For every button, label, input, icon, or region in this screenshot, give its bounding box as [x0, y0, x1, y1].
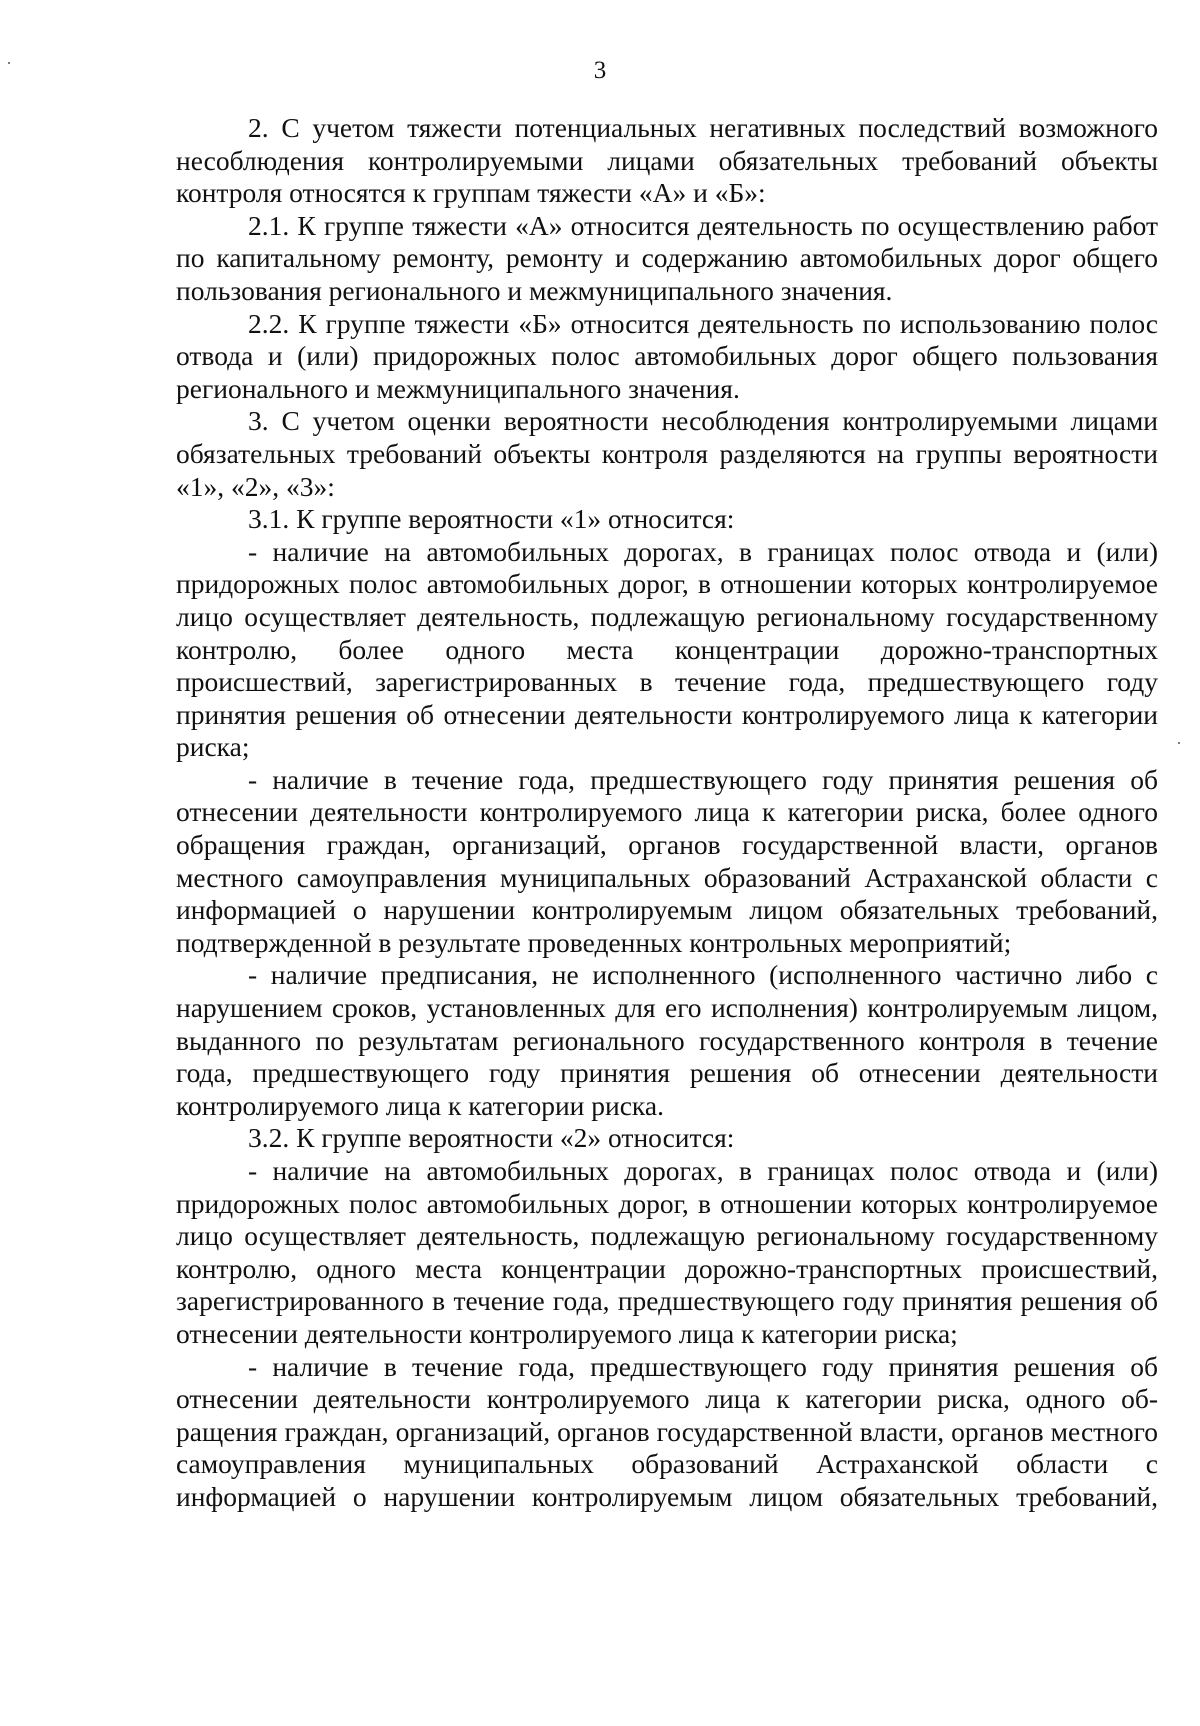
- document-body: [176, 112, 1158, 1514]
- scan-artifact-dot: [1178, 742, 1180, 744]
- list-item-accident-site-one: - наличие на автомобильных дорогах, в границах полос отвода и (или) придорожных полос автомобильных дорог, в отношении которых контролируемое лицо осуществляет деятельность, подлежащую региональному государственному контролю, одного места концентрации дорожно-транспортных происшествий, зарегистрированного в течение года, предшествующего году принятия решения об отнесении деятельности контролируемого лица к категории риска;: [176, 1155, 1158, 1349]
- list-item-unfulfilled-order: - наличие предписания, не исполненного (исполненного частично либо с нарушением сроков, установленных для его исполнения) контролируемым лицом, выданного по результатам регионального государственного контроля в течение года, предшествующего году принятия решения об отнесении деятельности контролируемого лица к категории риска.: [176, 959, 1158, 1121]
- list-item-complaint-one: - наличие в течение года, предшествующего году принятия решения об отнесении деятельности контролируемого лица к категории риска, одного обращения граждан, организаций, органов государственной власти, органов местного самоуправления муниципальных образований Астраханской области с информацией о нарушении контролируемым лицом обязательных требований,: [176, 1350, 1158, 1512]
- scan-artifact-dot: [8, 62, 10, 64]
- page-number: 3: [593, 57, 607, 84]
- paragraph-3-1-probability-1: 3.1. К группе вероятности «1» относится:: [248, 503, 735, 535]
- paragraph-2-2-severity-b: 2.2. К группе тяжести «Б» относится деятельность по использованию полос отвода и (или) придорожных полос автомобильных дорог общего пользования регионального и межмуниципального значения.: [176, 307, 1158, 404]
- list-item-accident-sites-many: - наличие на автомобильных дорогах, в границах полос отвода и (или) придорожных полос автомобильных дорог, в отношении которых контролируемое лицо осуществляет деятельность, подлежащую региональному государственному контролю, более одного места концентрации дорожно-транспортных происшествий, зарегистрированных в течение года, предшествующего году принятия решения об отнесении деятельности контролируемого лица к категории риска;: [176, 535, 1158, 763]
- paragraph-3-probability-groups: 3. С учетом оценки вероятности несоблюдения контролируемыми лицами обязательных требований объекты контроля разделяются на группы вероятности «1», «2», «3»:: [176, 405, 1158, 502]
- paragraph-3-2-probability-2: 3.2. К группе вероятности «2» относится:: [248, 1122, 735, 1154]
- paragraph-2-1-severity-a: 2.1. К группе тяжести «А» относится деятельность по осуществлению работ по капитальному ремонту, ремонту и содержанию автомобильных дорог общего пользования регионального и межмуниципального значения.: [176, 209, 1158, 306]
- paragraph-2-severity-groups: 2. С учетом тяжести потенциальных негативных последствий возможного несоблюдения контролируемыми лицами обязательных требований объекты контроля относятся к группам тяжести «А» и «Б»:: [176, 112, 1158, 209]
- list-item-complaints-many: - наличие в течение года, предшествующего году принятия решения об отнесении деятельности контролируемого лица к категории риска, более одного обращения граждан, организаций, органов государственной власти, органов местного самоуправления муниципальных образований Астраханской области с информацией о нарушении контролируемым лицом обязательных требований, подтвержденной в результате проведенных контрольных мероприятий;: [176, 763, 1158, 958]
